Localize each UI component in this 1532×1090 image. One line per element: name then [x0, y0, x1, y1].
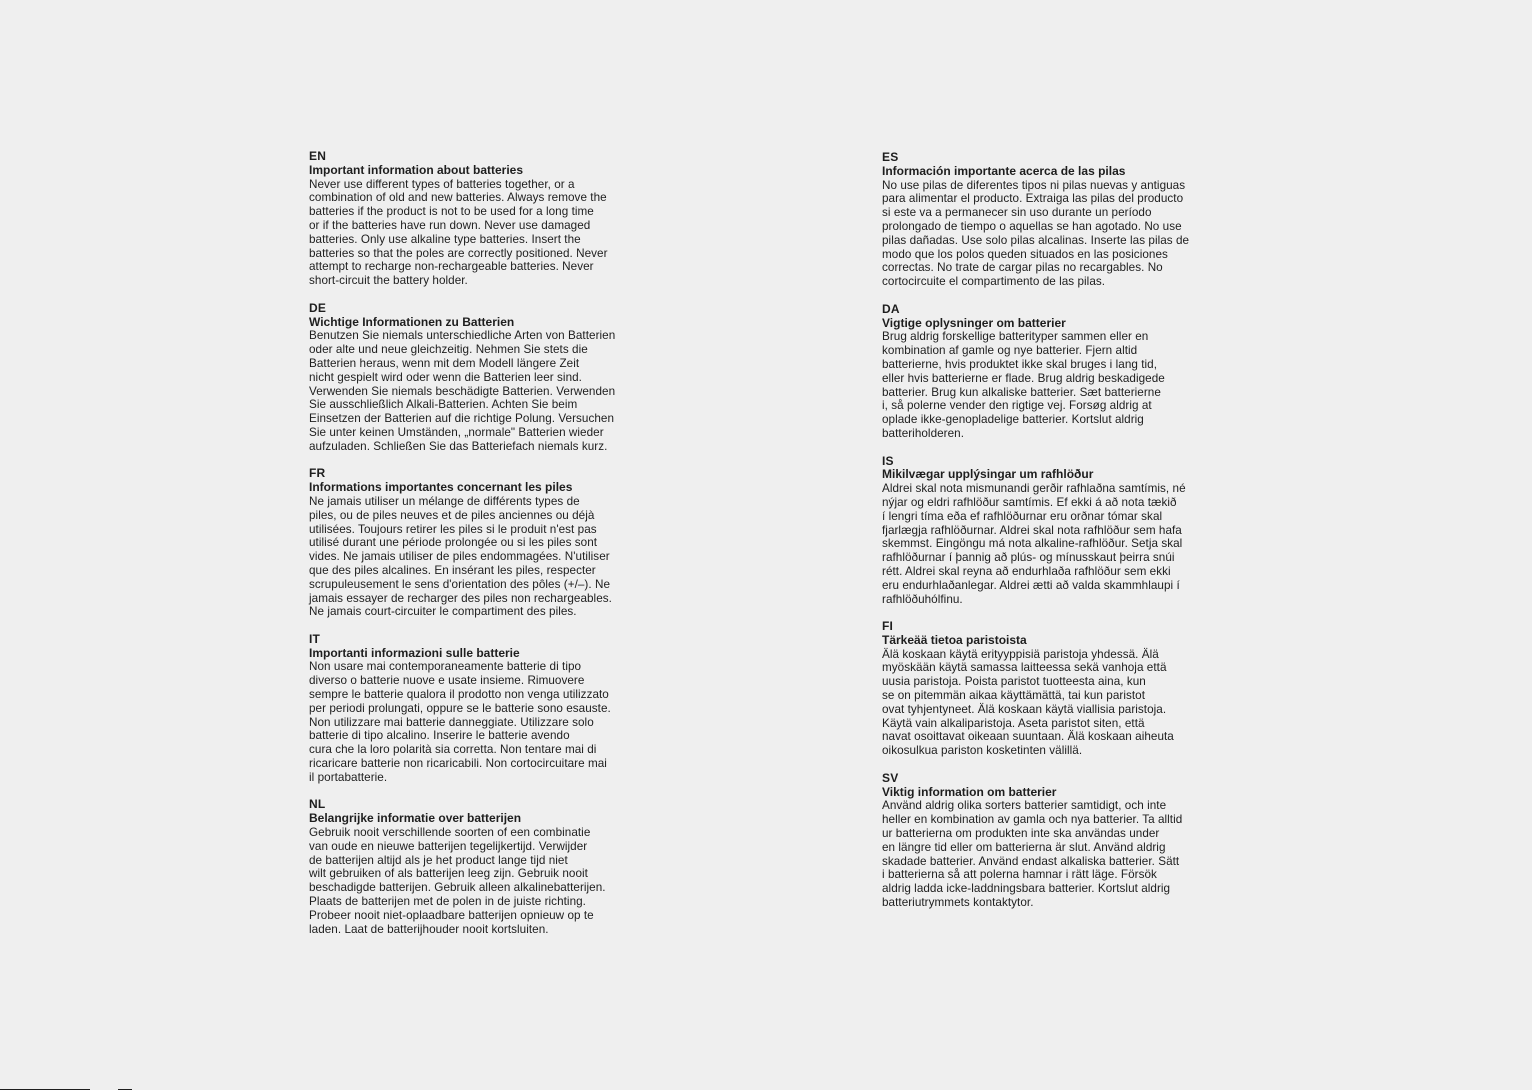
section-heading: Viktig information om batterier	[882, 784, 1057, 799]
section-body: Benutzen Sie niemals unterschiedliche Arten von Batterien oder alte und neue gleichzeitig. Nehmen Sie stets die Batterien heraus, wenn mit dem Modell längere Zeit nicht gespielt wird oder wenn die Batterien leer sind. Verwenden Sie niemals beschädigte Batterien. Verwenden Sie ausschließlich Alkali-Batterien. Achten Sie beim Einsetzen der Batterien auf die richtige Polung. Versuchen Sie unter keinen Umständen, „normale" Batterien wieder aufzuladen. Schließen Sie das Batteriefach niemals kurz.	[309, 329, 616, 453]
language-code: IT	[309, 631, 321, 646]
section-es	[882, 151, 1234, 289]
section-body: Gebruik nooit verschillende soorten of een combinatie van oude en nieuwe batterijen tegelijkertijd. Verwijder de batterijen altijd als je het product lange tijd niet wilt gebruiken of als batterijen leeg zijn. Gebruik nooit beschadigde batterijen. Gebruik alleen alkalinebatterijen. Plaats de batterijen met de polen in de juiste richting. Probeer nooit niet-oplaadbare batterijen opnieuw op te laden. Laat de batterijhouder nooit kortsluiten.	[309, 826, 606, 936]
section-body: Non usare mai contemporaneamente batterie di tipo diverso o batterie nuove e usate insieme. Rimuovere sempre le batterie qualora il prodotto non venga utilizzato per periodi prolungati, oppure se le batterie sono esauste. Non utilizzare mai batterie danneggiate. Utilizzare solo batterie di tipo alcalino. Inserire le batterie avendo cura che la loro polarità sia corretta. Non tentare mai di ricaricare batterie non ricaricabili. Non cortocircuitare mai il portabatterie.	[309, 660, 611, 784]
language-code: ES	[882, 150, 899, 164]
section-heading: Tärkeää tietoa paristoista	[882, 632, 1027, 647]
language-code: SV	[882, 770, 899, 785]
language-code: DA	[882, 301, 900, 316]
language-code: NL	[309, 797, 326, 812]
section-en	[309, 150, 661, 288]
section-body: Ne jamais utiliser un mélange de différents types de piles, ou de piles neuves et de piles anciennes ou déjà utilisées. Toujours retirer les piles si le produit n'est pas utilisé durant une période prolongée ou si les piles sont vides. Ne jamais utiliser de piles endommagées. N'utiliser que des piles alcalines. En insérant les piles, respecter scrupuleusement le sens d'orientation des pôles (+/–). Ne jamais essayer de recharger des piles non rechargeables. Ne jamais court-circuiter le compartiment des piles.	[309, 494, 612, 619]
section-body: No use pilas de diferentes tipos ni pilas nuevas y antiguas para alimentar el producto. Extraiga las pilas del producto si este va a permanecer sin uso durante un período prolongado de tiempo o aquellas se han agotado. No use pilas dañadas. Use solo pilas alcalinas. Inserte las pilas de modo que los polos queden situados en las posiciones correctas. No trate de cargar pilas no recargables. No cortocircuite el compartimento de las pilas.	[882, 178, 1190, 289]
right-column	[882, 151, 1234, 924]
section-de	[309, 302, 661, 454]
section-heading: Mikilvægar upplýsingar um rafhlöður	[882, 467, 1094, 482]
section-it	[309, 633, 661, 785]
section-heading: Importanti informazioni sulle batterie	[309, 645, 520, 660]
section-heading: Información importante acerca de las pilas	[882, 163, 1126, 178]
section-fi	[882, 620, 1234, 758]
section-body: Never use different types of batteries together, or a combination of old and new batteries. Always remove the batteries if the product is not to be used for a long time or if the batteries have run down. Never use damaged batteries. Only use alkaline type batteries. Insert the batteries so that the poles are correctly positioned. Never attempt to recharge non-rechargeable batteries. Never short-circuit the battery holder.	[309, 177, 608, 288]
language-code: DE	[309, 300, 327, 315]
section-da	[882, 303, 1234, 441]
section-heading: Important information about batteries	[309, 162, 524, 177]
section-body: Älä koskaan käytä erityyppisiä paristoja yhdessä. Älä myöskään käytä samassa laitteessa sekä vanhoja että uusia paristoja. Poista paristot tuotteesta aina, kun se on pitemmän aikaa käyttämättä, tai kun paristot ovat tyhjentyneet. Älä koskaan käytä viallisia paristoja. Käytä vain alkaliparistoja. Aseta paristot siten, että navat osoittavat oikeaan suuntaan. Älä koskaan aiheuta oikosulkua pariston kosketinten välillä.	[882, 647, 1174, 758]
section-body: Brug aldrig forskellige batterityper sammen eller en kombination af gamle og nye batterier. Fjern altid batterierne, hvis produktet ikke skal bruges i lang tid, eller hvis batterierne er flade. Brug aldrig beskadigede batterier. Brug kun alkaliske batterier. Sæt batterierne i, så polerne vender den rigtige vej. Forsøg aldrig at oplade ikke-genopladelige batterier. Kortslut aldrig batteriholderen.	[882, 330, 1165, 440]
section-heading: Belangrijke informatie over batterijen	[309, 811, 522, 826]
section-heading: Wichtige Informationen zu Batterien	[309, 314, 515, 329]
section-nl	[309, 798, 661, 936]
language-code: EN	[309, 149, 327, 163]
left-column	[309, 150, 661, 950]
language-code: IS	[882, 453, 894, 468]
section-heading: Informations importantes concernant les piles	[309, 480, 573, 495]
section-fr	[309, 467, 661, 619]
section-heading: Vigtige oplysninger om batterier	[882, 315, 1066, 330]
language-code: FI	[882, 619, 894, 634]
language-code: FR	[309, 466, 326, 481]
section-is	[882, 455, 1234, 607]
section-sv	[882, 772, 1234, 910]
section-body: Aldrei skal nota mismunandi gerðir rafhlaðna samtímis, né nýjar og eldri rafhlöður samtímis. Ef ekki á að nota tækið í lengri tíma eða ef rafhlöðurnar eru orðnar tómar skal fjarlægja rafhlöðurnar. Aldrei skal nota rafhlöður sem hafa skemmst. Eingöngu má nota alkaline-rafhlöður. Setja skal rafhlöðurnar í þannig að plús- og mínusskaut þeirra snúi rétt. Aldrei skal reyna að endurhlaða rafhlöður sem ekki eru endurhlaðanlegar. Aldrei ætti að valda skammhlaupi í rafhlöðuhólfinu.	[882, 482, 1186, 606]
section-body: Använd aldrig olika sorters batterier samtidigt, och inte heller en kombination av gamla och nya batterier. Ta alltid ur batterierna om produkten inte ska användas under en längre tid eller om batterierna är slut. Använd aldrig skadade batterier. Använd endast alkaliska batterier. Sätt i batterierna så att polerna hamnar i rätt läge. Försök aldrig ladda icke-laddningsbara batterier. Kortslut aldrig batteriutrymmets kontaktytor.	[882, 799, 1183, 910]
